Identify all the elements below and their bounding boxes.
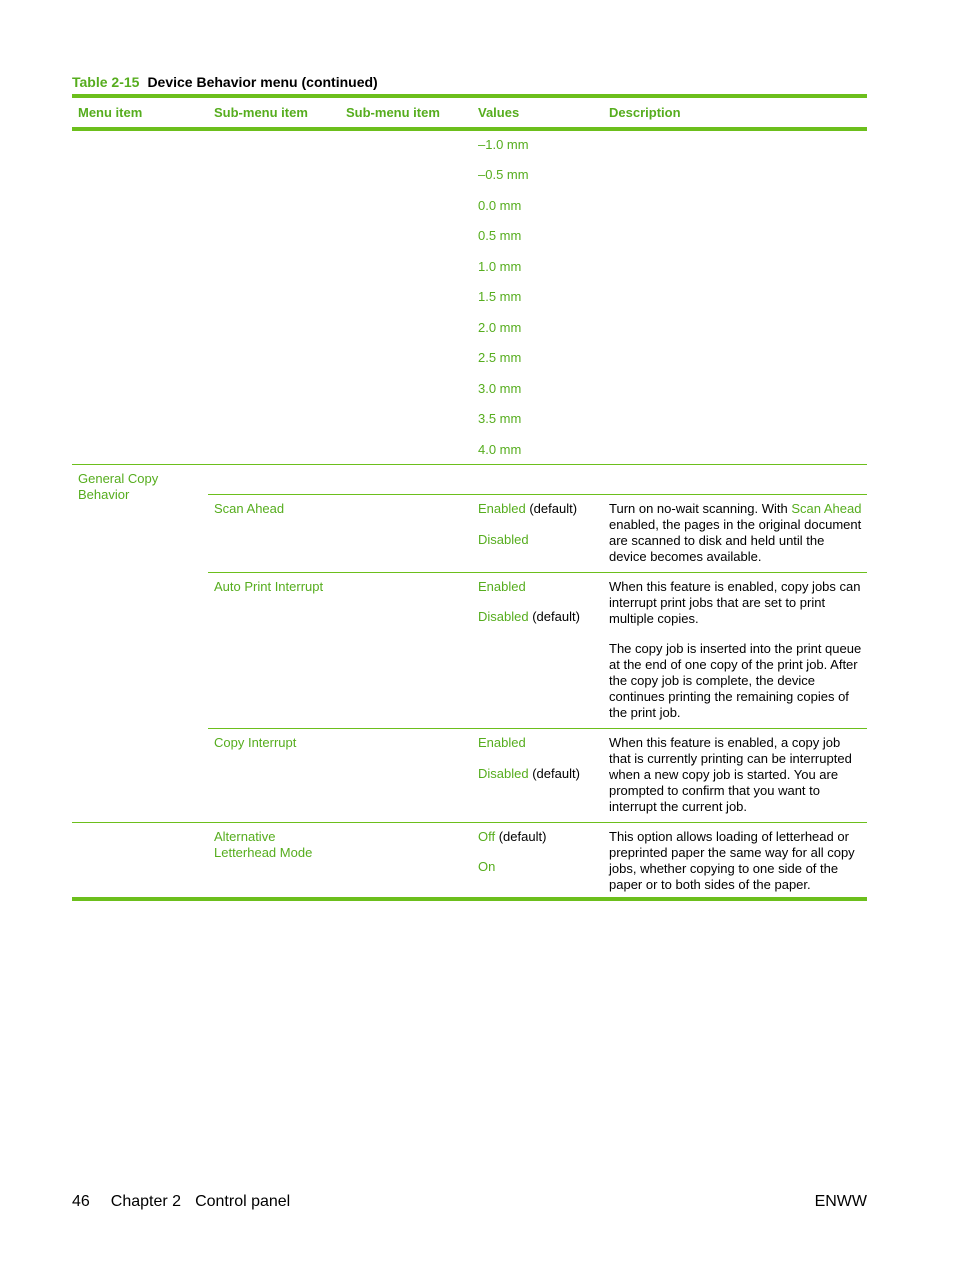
margin-value: 2.0 mm xyxy=(478,320,522,335)
value-option: On xyxy=(478,859,496,874)
value-option: Enabled xyxy=(478,579,526,594)
row-divider xyxy=(208,494,867,495)
header-sub-menu-item-1: Sub-menu item xyxy=(214,105,308,120)
table-title: Device Behavior menu (continued) xyxy=(147,74,378,90)
value-option: Enabled xyxy=(478,735,526,750)
menu-item-general-copy-behavior: General Copy Behavior xyxy=(78,471,159,502)
header-description: Description xyxy=(609,105,681,120)
sub-menu-scan-ahead: Scan Ahead xyxy=(214,501,285,516)
row-divider xyxy=(72,822,867,823)
margin-value: 0.5 mm xyxy=(478,228,522,243)
header-values: Values xyxy=(478,105,520,120)
header-bottom-rule xyxy=(72,127,867,131)
margin-value: –1.0 mm xyxy=(478,137,529,152)
value-option: Disabled (default) xyxy=(478,766,580,781)
sub-menu-copy-interrupt: Copy Interrupt xyxy=(214,735,297,750)
row-divider xyxy=(208,728,867,729)
sub-menu-auto-print-interrupt: Auto Print Interrupt xyxy=(214,579,324,594)
margin-value: 1.5 mm xyxy=(478,289,522,304)
row-divider xyxy=(72,464,867,465)
margin-value: 3.5 mm xyxy=(478,411,522,426)
header-menu-item: Menu item xyxy=(78,105,143,120)
page-footer xyxy=(72,1193,290,1211)
table-number: Table 2-15 xyxy=(72,74,140,90)
table-caption xyxy=(72,74,378,90)
description-scan-ahead: Turn on no-wait scanning. With Scan Ahead enabled, the pages in the original document are scanned to disk and held until the device becomes available. xyxy=(609,501,862,564)
margin-value: 3.0 mm xyxy=(478,381,522,396)
value-option: Disabled (default) xyxy=(478,609,580,624)
description-auto-print-interrupt: When this feature is enabled, copy jobs can interrupt print jobs that are set to print multiple copies. The copy job is inserted into the print queue at the end of one copy of the print job. After the copy job is complete, the device continues printing the remaining copies of the print job. xyxy=(609,579,862,720)
value-option: Off (default) xyxy=(478,829,547,844)
margin-value: 1.0 mm xyxy=(478,259,522,274)
table-top-rule xyxy=(72,94,867,98)
header-sub-menu-item-2: Sub-menu item xyxy=(346,105,440,120)
scan-ahead-reference: Scan Ahead xyxy=(791,501,862,516)
row-divider xyxy=(208,572,867,573)
value-option: Disabled xyxy=(478,532,529,547)
margin-value: 0.0 mm xyxy=(478,198,522,213)
chapter-label: Chapter 2 xyxy=(110,1193,182,1210)
page-number: 46 xyxy=(72,1193,90,1210)
description-copy-interrupt: When this feature is enabled, a copy job that is currently printing can be interrupted when a new copy job is started. You are prompted to confirm that you want to interrupt the current job. xyxy=(609,735,852,814)
description-alternative-letterhead-mode: This option allows loading of letterhead or preprinted paper the same way for all copy jobs, whether copying to one side of the paper or to both sides of the paper. xyxy=(609,829,855,892)
section-label: Control panel xyxy=(195,1193,291,1210)
sub-menu-alternative-letterhead-mode: Alternative Letterhead Mode xyxy=(214,829,313,860)
table-bottom-rule xyxy=(72,897,867,901)
footer-brand: ENWW xyxy=(814,1193,867,1210)
value-option: Enabled (default) xyxy=(478,501,578,516)
margin-value: –0.5 mm xyxy=(478,167,529,182)
margin-value: 4.0 mm xyxy=(478,442,522,457)
margin-value: 2.5 mm xyxy=(478,350,522,365)
